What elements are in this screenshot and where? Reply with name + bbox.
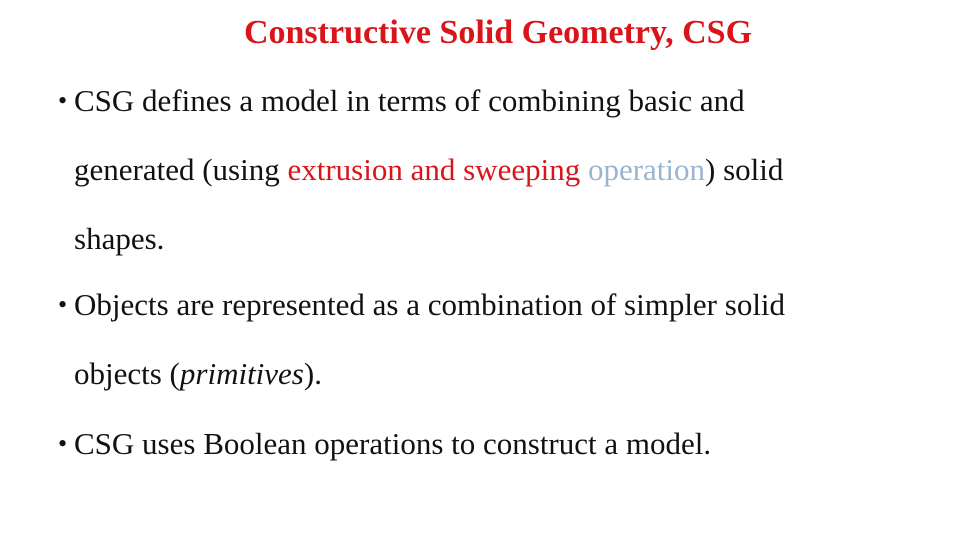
highlight-operation: operation <box>587 152 706 187</box>
bullet-text-3 <box>74 409 938 478</box>
bullet-item-3 <box>58 409 938 478</box>
italic-primitives: primitives <box>179 356 304 391</box>
bullet-1-line-2-start: generated (using <box>74 152 288 187</box>
bullet-2-line-2 <box>74 339 938 408</box>
bullet-2-line-2-end: ). <box>303 356 322 391</box>
bullet-1-line-2-space <box>580 152 588 187</box>
bullet-point-icon: • <box>58 429 68 458</box>
bullet-1-line-2 <box>74 135 938 204</box>
bullet-point-icon: • <box>58 86 68 115</box>
bullet-text-1 <box>74 66 938 273</box>
slide-title: Constructive Solid Geometry, CSG <box>243 14 753 51</box>
bullet-point-icon: • <box>58 290 68 319</box>
highlight-extrusion-sweeping: extrusion and sweeping <box>287 152 581 187</box>
bullet-2-line-2-start: objects ( <box>74 356 180 391</box>
bullet-1-line-2-end: ) solid <box>705 152 784 187</box>
bullet-2-line-1: Objects are represented as a combination of simpler solid <box>74 287 786 322</box>
bullet-item-2 <box>58 270 938 408</box>
bullet-text-2 <box>74 270 938 408</box>
bullet-3-line-1: CSG uses Boolean operations to construct a model. <box>74 426 712 461</box>
bullet-1-line-1: CSG defines a model in terms of combining basic and <box>74 83 745 118</box>
bullet-item-1 <box>58 66 938 273</box>
bullet-1-line-3: shapes. <box>74 221 165 256</box>
